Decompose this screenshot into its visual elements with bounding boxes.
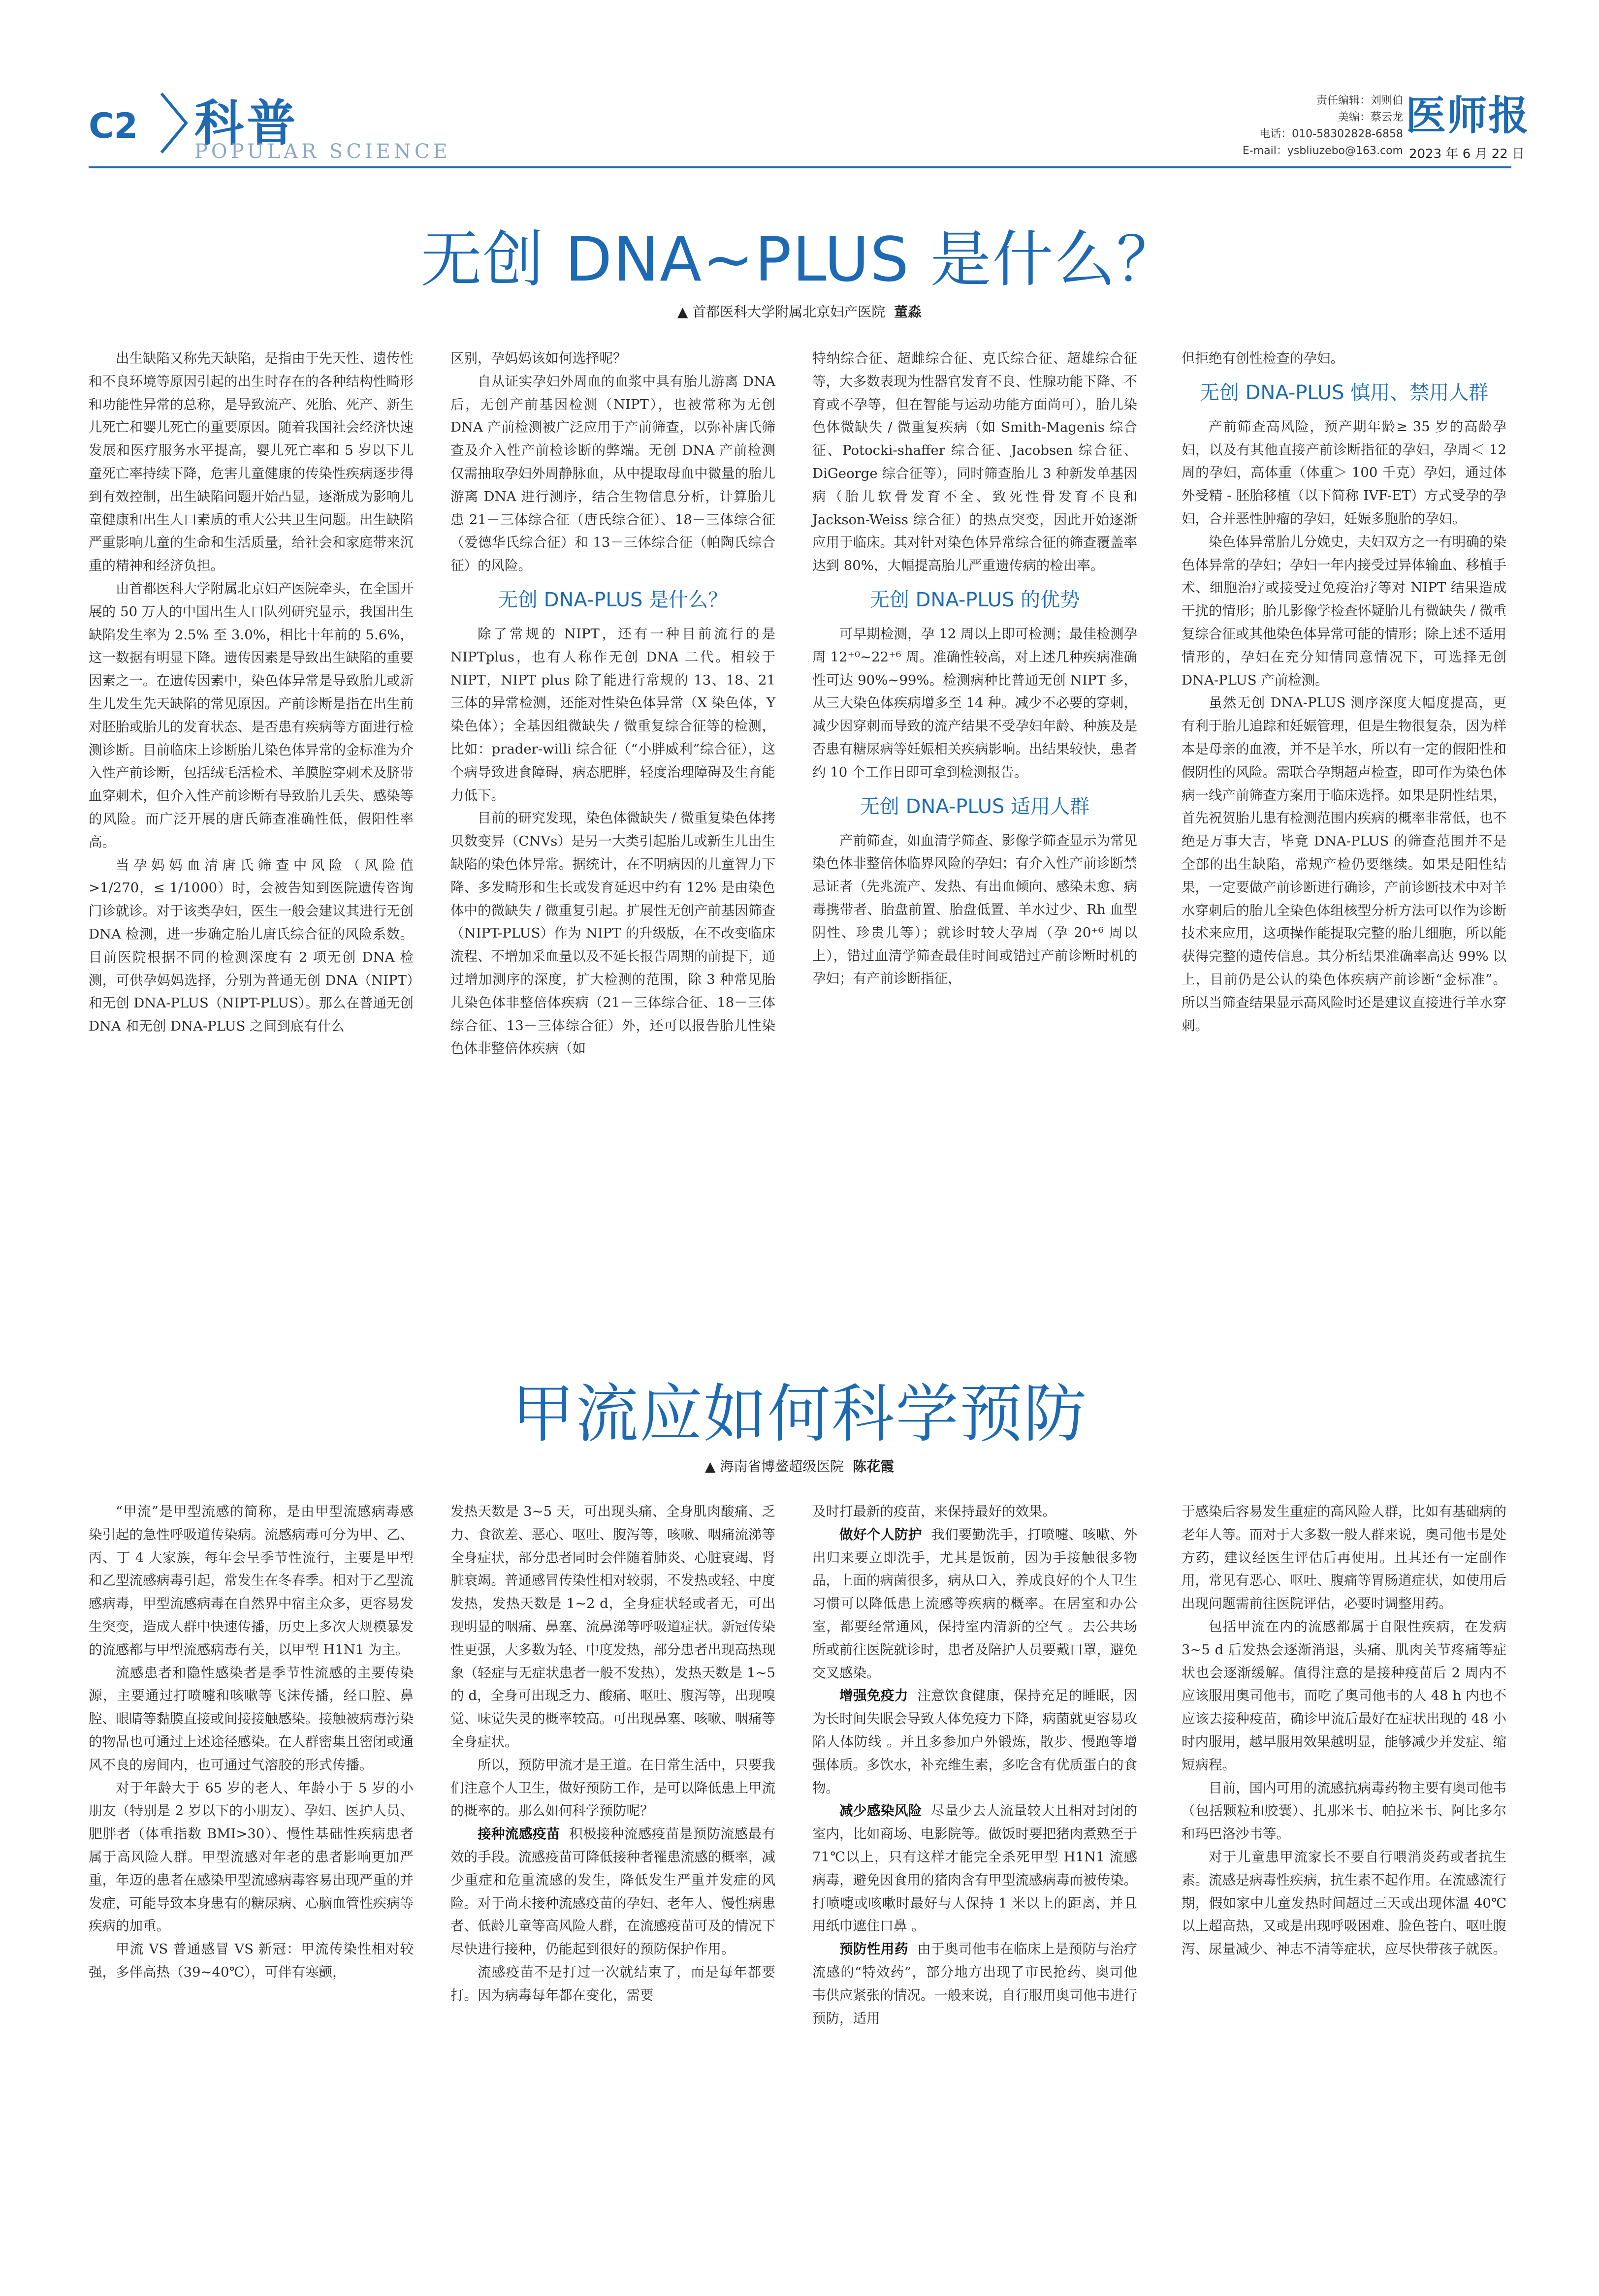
subheading-advantages: 无创 DNA-PLUS 的优势 [869, 588, 1080, 611]
paragraph: 对于儿童患甲流家长不要自行喂消炎药或者抗生素。流感是病毒性疾病，抗生素不起作用。在流感流行期，假如家中儿童发热时间超过三天或出现体温 40℃以上超高热，又或是出现呼吸困难、脸色苍白、呕吐腹泻、尿量减少、神志不清等症状，应尽快带孩子就医。 [1182, 1849, 1506, 1957]
article1-column-2 [450, 347, 775, 1060]
article2-column-1 [89, 1500, 414, 1984]
paragraph: 染色体异常胎儿分娩史，夫妇双方之一有明确的染色体异常的孕妇；孕妇一年内接受过异体输血、移植手术、细胞治疗或接受过免疫治疗等对 NIPT 结果造成干扰的情形；胎儿影像学检查怀疑胎儿有微缺失 / 微重复综合征或其他染色体异常可能的情形；除上述不适用情形的，孕妇在充分知情同意情况下，可选择无创 DNA-PLUS 产前检测。 [1182, 534, 1506, 688]
article2-column-4 [1182, 1500, 1506, 1961]
lead-personal: 做好个人防护 [839, 1526, 922, 1542]
paragraph-body: 我们要勤洗手，打喷嚏、咳嗽、外出归来要立即洗手，尤其是饭前，因为手接触很多物品，上面的病菌很多，病从口入，养成良好的个人卫生习惯可以降低患上流感等疾病的概率。在居室和办公室，都要经常通风，保持室内清新的空气 。去公共场所或前往医院就诊时，患者及陪护人员要戴口罩，避免交叉感染。 [812, 1526, 1138, 1681]
paragraph: 但拒绝有创性检查的孕妇。 [1182, 350, 1344, 366]
paragraph: 自从证实孕妇外周血的血浆中具有胎儿游离 DNA 后，无创产前基因检测（NIPT），也被常称为无创 DNA 产前检测被广泛应用于产前筛查，以弥补唐氏筛查及介入性产前检诊断的弊端。无创 DNA 产前检测仅需抽取孕妇外周静脉血，从中提取母血中微量的胎儿游离 DNA 进行测序，结合生物信息分析，计算胎儿患 21－三体综合征（唐氏综合征）、18－三体综合征（爱德华氏综合征）和 13－三体综合征（帕陶氏综合征）的风险。 [450, 373, 775, 574]
paragraph: 及时打最新的疫苗，来保持最好的效果。 [812, 1504, 1056, 1519]
lead-vaccine: 接种流感疫苗 [478, 1826, 560, 1842]
page-header [0, 0, 1599, 162]
designer: 美编：蔡云龙 [1338, 111, 1403, 124]
article2-title: 甲流应如何科学预防 [511, 1378, 1087, 1451]
paragraph: 当孕妈妈血清唐氏筛查中风险（风险值 >1/270，≤ 1/1000）时，会被告知到医院遗传咨询门诊就诊。对于该类孕妇，医生一般会建议其进行无创 DNA 检测，进一步确定胎儿唐氏综合征的风险系数。目前医院根据不同的检测深度有 2 项无创 DNA 检测，可供孕妈妈选择，分别为普通无创 DNA（NIPT）和无创 DNA-PLUS（NIPT-PLUS）。那么在普通无创 DNA 和无创 DNA-PLUS 之间到底有什么 [89, 857, 414, 1035]
article2-column-3 [812, 1500, 1137, 2030]
paper-masthead: 医师报 [1406, 92, 1530, 139]
paragraph [812, 1799, 1137, 1938]
lead-drug: 预防性用药 [839, 1941, 908, 1957]
paragraph-body: 积极接种流感疫苗是预防流感最有效的手段。流感疫苗可降低接种者罹患流感的概率，减少重症和危重流感的发生，降低发生严重并发症的风险。对于尚未接种流感疫苗的孕妇、老年人、慢性病患者、低龄儿童等高风险人群，在流感疫苗可及的情况下尽快进行接种，仍能起到很好的预防保护作用。 [450, 1826, 776, 1957]
subheading-suitable: 无创 DNA-PLUS 适用人群 [860, 795, 1090, 818]
article1-title: 无创 DNA~PLUS 是什么？ [420, 224, 1179, 295]
paragraph-body: 注意饮食健康，保持充足的睡眠，因为长时间失眠会导致人体免疫力下降，病菌就更容易攻陷人体防线 。并且多参加户外锻炼，散步、慢跑等增强体质。多饮水，补充维生素，多吃含有优质蛋白的食物。 [812, 1688, 1138, 1796]
editor: 责任编辑：刘则伯 [1316, 94, 1403, 107]
paragraph: 甲流 VS 普通感冒 VS 新冠：甲流传染性相对较强，多伴高热（39~40℃），可伴有寒颤， [89, 1941, 414, 1980]
page-number: C2 [89, 106, 138, 146]
paragraph: 出生缺陷又称先天缺陷，是指由于先天性、遗传性和不良环境等原因引起的出生时存在的各种结构性畸形和功能性异常的总称，是导致流产、死胎、死产、新生儿死亡和婴儿死亡的重要原因。随着我国社会经济快速发展和医疗服务水平提高，婴儿死亡率和 5 岁以下儿童死亡率持续下降，危害儿童健康的传染性疾病逐步得到有效控制，出生缺陷问题开始凸显，逐渐成为影响儿童健康和出生人口素质的重大公共卫生问题。出生缺陷严重影响儿童的生命和生活质量，给社会和家庭带来沉重的精神和经济负担。 [89, 350, 414, 574]
article2-byline [0, 1456, 1599, 1476]
paragraph: 目前的研究发现，染色体微缺失 / 微重复染色体拷贝数变异（CNVs）是另一大类引起胎儿或新生儿出生缺陷的染色体异常。据统计，在不明病因的儿童智力下降、多发畸形和生长或发育延迟中约有 12% 是由染色体中的微缺失 / 微重复引起。扩展性无创产前基因筛查（NIPT-PLUS）作为 NIPT 的升级版，在不改变临床流程、不增加采血量以及不延长报告周期的前提下，通过增加测序的深度，扩大检测的范围，除 3 种常见胎儿染色体非整倍体疾病（21－三体综合征、18－三体综合征、13－三体综合征）外，还可以报告胎儿性染色体非整倍体疾病（如 [450, 810, 775, 1057]
phone: 电话：010-58302828-6858 [1259, 128, 1403, 140]
lead-reduce: 减少感染风险 [839, 1803, 922, 1819]
article2-byline-author: 陈花霞 [853, 1458, 895, 1475]
paragraph: 产前筛查，如血清学筛查、影像学筛查显示为常见染色体非整倍体临界风险的孕妇；有介入性产前诊断禁忌证者（先兆流产、发热、有出血倾向、感染未愈、病毒携带者、胎盘前置、胎盘低置、羊水过少、Rh 血型阴性、珍贵儿等）；就诊时较大孕周（孕 20⁺⁶ 周以上），错过血清学筛查最佳时间或错过产前诊断时机的孕妇；有产前诊断指征， [812, 832, 1137, 987]
editorial-info [1206, 93, 1403, 159]
paragraph: 由首都医科大学附属北京妇产医院牵头，在全国开展的 50 万人的中国出生人口队列研究显示，我国出生缺陷发生率为 2.5% 至 3.0%，相比十年前的 5.6%，这一数据有明显下降。遗传因素是导致出生缺陷的重要因素之一。在遗传因素中，染色体异常是导致胎儿或新生儿发生先天缺陷的常见原因。产前诊断是指在出生前对胚胎或胎儿的发育状态、是否患有疾病等方面进行检测诊断。目前临床上诊断胎儿染色体异常的金标准为介入性产前诊断，包括绒毛活检术、羊膜腔穿刺术及脐带血穿刺术，但介入性产前诊断有导致胎儿丢失、感染等的风险。而广泛开展的唐氏筛查准确性低，假阳性率高。 [89, 580, 414, 850]
email: E-mail：ysbliuzebo@163.com [1242, 145, 1403, 157]
paragraph [812, 1523, 1137, 1685]
paragraph: 可早期检测，孕 12 周以上即可检测；最佳检测孕周 12⁺⁰~22⁺⁶ 周。准确性较高，对上述几种疾病准确性可达 90%~99%。检测病种比普通无创 NIPT 多，从三大染色体疾病增多至 14 种。减少不必要的穿刺，减少因穿刺而导致的流产结果不受孕妇年龄、种族及是否患有糖尿病等妊娠相关疾病影响。出结果较快，患者约 10 个工作日即可拿到检测报告。 [812, 626, 1137, 780]
article2-column-2 [450, 1500, 775, 2007]
article2-byline-org: ▲ 海南省博鳌超级医院 [704, 1458, 844, 1475]
paragraph: 包括甲流在内的流感都属于自限性疾病，在发病 3~5 d 后发热会逐渐消退，头痛、肌肉关节疼痛等症状也会逐渐缓解。值得注意的是接种疫苗后 2 周内不应该服用奥司他韦，而吃了奥司他韦的人 48 h 内也不应该去接种疫苗，确诊甲流后最好在症状出现的 48 小时内服用，越早服用效果越明显，能够减少并发症、缩短病程。 [1182, 1618, 1506, 1773]
lead-immunity: 增强免疫力 [839, 1688, 908, 1704]
header-rule [89, 166, 1511, 168]
paragraph: 发热天数是 3~5 天，可出现头痛、全身肌肉酸痛、乏力、食欲差、恶心、呕吐、腹泻等，咳嗽、咽痛流涕等全身症状，部分患者同时会伴随着肺炎、心脏衰竭、肾脏衰竭。普通感冒传染性相对较弱，不发热或轻、中度发热，发热天数是 1~2 d，全身症状轻或者无，可出现明显的咽痛、鼻塞、流鼻涕等呼吸道症状。新冠传染性更强，大多数为轻、中度发热，部分患者出现高热现象（轻症与无症状患者一般不发热），发热天数是 1~5 的 d，全身可出现乏力、酸痛、呕吐、腹泻等，出现嗅觉、味觉失灵的概率较高。可出现鼻塞、咳嗽、咽痛等全身症状。 [450, 1504, 775, 1750]
section-title: 科普 [194, 94, 299, 152]
paragraph: 流感疫苗不是打过一次就结束了，而是每年都要打。因为病毒每年都在变化，需要 [450, 1964, 775, 2003]
chevron-right-icon [157, 91, 191, 155]
paragraph [812, 1684, 1137, 1799]
subheading-what-is: 无创 DNA-PLUS 是什么？ [498, 588, 728, 611]
paragraph-body: 尽量少去人流量较大且相对封闭的室内，比如商场、电影院等。做饭时要把猪肉煮熟至于 71℃以上，只有这样才能完全杀死甲型 H1N1 流感病毒，避免因食用的猪肉含有甲型流感病毒而被传染。打喷嚏或咳嗽时最好与人保持 1 米以上的距离，并且用纸巾遮住口鼻 。 [812, 1803, 1138, 1934]
article1-byline-org: ▲ 首都医科大学附属北京妇产医院 [677, 304, 886, 320]
article1-column-1 [89, 347, 414, 1038]
section-title-en: POPULAR SCIENCE [194, 140, 451, 163]
paragraph [450, 1823, 775, 1961]
article1-byline-author: 董淼 [894, 304, 922, 320]
article1-column-4 [1182, 347, 1506, 1037]
subheading-caution: 无创 DNA-PLUS 慎用、禁用人群 [1199, 381, 1489, 404]
paragraph: 虽然无创 DNA-PLUS 测序深度大幅度提高，更有利于胎儿追踪和妊娠管理，但是生物很复杂，因为样本是母亲的血液，并不是羊水，所以有一定的假阳性和假阴性的风险。需联合孕期超声检查，即可作为染色体病一线产前筛查方案用于临床选择。如果是阴性结果，首先祝贺胎儿患有检测范围内疾病的概率非常低，也不绝是万事大吉，毕竟 DNA-PLUS 的筛查范围并不是全部的出生缺陷，常规产检仍要继续。如果是阳性结果，一定要做产前诊断进行确诊，产前诊断技术中对羊水穿刺后的胎儿全染色体组核型分析方法可以作为诊断技术来应用，这项操作能提取完整的胎儿细胞，所以能获得完整的遗传信息。其分析结果准确率高达 99% 以上，目前仍是公认的染色体疾病产前诊断“金标准”。所以当筛查结果显示高风险时还是建议直接进行羊水穿刺。 [1182, 695, 1506, 1034]
paragraph: 特纳综合征、超雌综合征、克氏综合征、超雄综合征等，大多数表现为性器官发育不良、性腺功能下降、不育或不孕等，但在智能与运动功能方面尚可），胎儿染色体微缺失 / 微重复疾病（如 Smith-Magenis 综合征、Potocki-shaffer 综合征、Jacobsen 综合征、DiGeorge 综合征等），同时筛查胎儿 3 种新发单基因病（胎儿软骨发育不全、致死性骨发育不良和 Jackson-Weiss 综合征）的热点突变，因此开始逐渐应用于临床。其对针对染色体异常综合征的筛查覆盖率达到 80%，大幅提高胎儿严重遗传病的检出率。 [812, 350, 1137, 574]
paragraph: 流感患者和隐性感染者是季节性流感的主要传染源，主要通过打喷嚏和咳嗽等飞沫传播，经口腔、鼻腔、眼睛等黏膜直接或间接接触感染。接触被病毒污染的物品也可通过上述途径感染。在人群密集且密闭或通风不良的房间内，也可通过气溶胶的形式传播。 [89, 1665, 414, 1773]
paragraph: 于感染后容易发生重症的高风险人群，比如有基础病的老年人等。而对于大多数一般人群来说，奥司他韦是处方药，建议经医生评估后再使用。且其还有一定副作用，常见有恶心、呕吐、腹痛等胃肠道症状，如使用后出现问题需前往医院评估，必要时调整用药。 [1182, 1504, 1506, 1612]
article1-column-3 [812, 347, 1137, 990]
paragraph [812, 1938, 1137, 2030]
paragraph: 所以，预防甲流才是王道。在日常生活中，只要我们注意个人卫生，做好预防工作，是可以降低患上甲流的概率的。那么如何科学预防呢？ [450, 1757, 775, 1819]
issue-date: 2023 年 6 月 22 日 [1409, 147, 1525, 161]
paragraph-body: 由于奥司他韦在临床上是预防与治疗流感的“特效药”，部分地方出现了市民抢药、奥司他韦供应紧张的情况。一般来说，自行服用奥司他韦进行预防，适用 [812, 1941, 1138, 2026]
paragraph: “甲流”是甲型流感的简称，是由甲型流感病毒感染引起的急性呼吸道传染病。流感病毒可分为甲、乙、丙、丁 4 大家族，每年会呈季节性流行，主要是甲型和乙型流感病毒引起，常发生在冬春季。相对于乙型流感病毒，甲型流感病毒在自然界中宿主众多，更容易发生突变，造成人群中快速传播，历史上多次大规模暴发的流感都与甲型流感病毒有关，以甲型 H1N1 为主。 [89, 1504, 414, 1658]
paragraph: 产前筛查高风险，预产期年龄≥ 35 岁的高龄孕妇，以及有其他直接产前诊断指征的孕妇，孕周＜ 12 周的孕妇，高体重（体重＞ 100 千克）孕妇，通过体外受精 - 胚胎移植（以下简称 IVF-ET）方式受孕的孕妇，合并恶性肿瘤的孕妇，妊娠多胞胎的孕妇。 [1182, 418, 1506, 527]
paragraph: 对于年龄大于 65 岁的老人、年龄小于 5 岁的小朋友（特别是 2 岁以下的小朋友）、孕妇、医护人员、肥胖者（体重指数 BMI>30）、慢性基础性疾病患者属于高风险人群。甲型流感对年老的患者影响更加严重，年迈的患者在感染甲型流感病毒容易出现严重的并发症，可能导致本身患有的糖尿病、心脑血管性疾病等疾病的加重。 [89, 1780, 414, 1934]
paragraph: 目前，国内可用的流感抗病毒药物主要有奥司他韦（包括颗粒和胶囊）、扎那米韦、帕拉米韦、阿比多尔和玛巴洛沙韦等。 [1182, 1780, 1506, 1842]
article1-byline [0, 301, 1599, 321]
paragraph: 除了常规的 NIPT，还有一种目前流行的是 NIPTplus，也有人称作无创 DNA 二代。相较于 NIPT，NIPT plus 除了能进行常规的 13、18、21 三体的异常检测，还能对性染色体异常（X 染色体，Y 染色体）；全基因组微缺失 / 微重复综合征等的检测，比如：prader-willi 综合征（“小胖威利”综合征），这个病导致进食障碍，病态肥胖，轻度治理障碍及生育能力低下。 [450, 626, 775, 803]
paragraph: 区别，孕妈妈该如何选择呢？ [450, 350, 627, 366]
